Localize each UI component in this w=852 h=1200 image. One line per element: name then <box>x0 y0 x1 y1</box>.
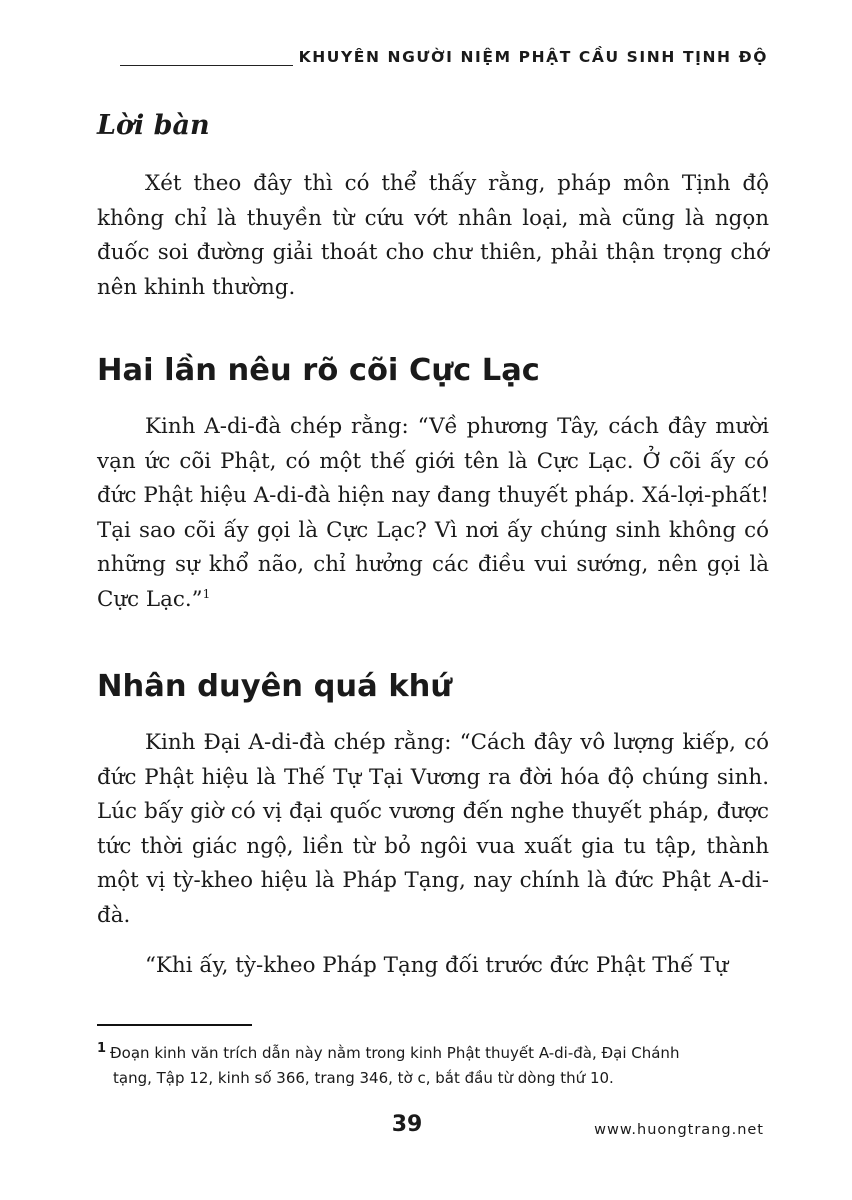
paragraph-past-causes-2: “Khi ấy, tỳ-kheo Pháp Tạng đối trước đức Phật Thế Tự <box>145 953 729 978</box>
footnote-marker: 1 <box>97 1041 107 1056</box>
section-title-sukhavati: Hai lần nêu rõ cõi Cực Lạc <box>97 353 540 388</box>
footnote-divider <box>97 1024 252 1026</box>
section-title-past-causes: Nhân duyên quá khứ <box>97 669 453 704</box>
header-solid-rule <box>120 55 293 66</box>
footnote-reference: 1 <box>202 586 211 601</box>
page-number: 39 <box>391 1112 423 1137</box>
page-content <box>97 110 769 984</box>
running-header <box>118 48 768 66</box>
paragraph-past-causes-1: Kinh Đại A-di-đà chép rằng: “Cách đây vô lượng kiếp, có đức Phật hiệu là Thế Tự Tại Vương ra đời hóa độ chúng sinh. Lúc bấy giờ có vị đại quốc vương đến nghe thuyết pháp, được tức thời giác ngộ, liền từ bỏ ngôi vua xuất gia tu tập, thành một vị tỳ-kheo hiệu là Pháp Tạng, nay chính là đức Phật A-di-đà. <box>97 730 769 928</box>
footnote-line-2: tạng, Tập 12, kinh số 366, trang 346, tờ c, bắt đầu từ dòng thứ 10. <box>113 1069 614 1087</box>
website-url: www.huongtrang.net <box>594 1122 764 1138</box>
footnote-line-1: Đoạn kinh văn trích dẫn này nằm trong kinh Phật thuyết A-di-đà, Đại Chánh <box>110 1044 680 1062</box>
section-title-comment: Lời bàn <box>97 110 210 141</box>
paragraph-comment: Xét theo đây thì có thể thấy rằng, pháp môn Tịnh độ không chỉ là thuyền từ cứu vớt nhân loại, mà cũng là ngọn đuốc soi đường giải thoát cho chư thiên, phải thận trọng chớ nên khinh thường. <box>97 171 769 300</box>
running-title: KHUYÊN NGƯỜI NIỆM PHẬT CẦU SINH TỊNH ĐỘ <box>298 48 768 66</box>
paragraph-sukhavati-text: Kinh A-di-đà chép rằng: “Về phương Tây, cách đây mười vạn ức cõi Phật, có một thế giới tên là Cực Lạc. Ở cõi ấy có đức Phật hiệu A-di-đà hiện nay đang thuyết pháp. Xá-lợi-phất! Tại sao cõi ấy gọi là Cực Lạc? Vì nơi ấy chúng sinh không có những sự khổ não, chỉ hưởng các điều vui sướng, nên gọi là Cực Lạc.” <box>97 414 769 612</box>
paragraph-sukhavati <box>97 410 769 617</box>
footnote <box>97 1036 767 1091</box>
